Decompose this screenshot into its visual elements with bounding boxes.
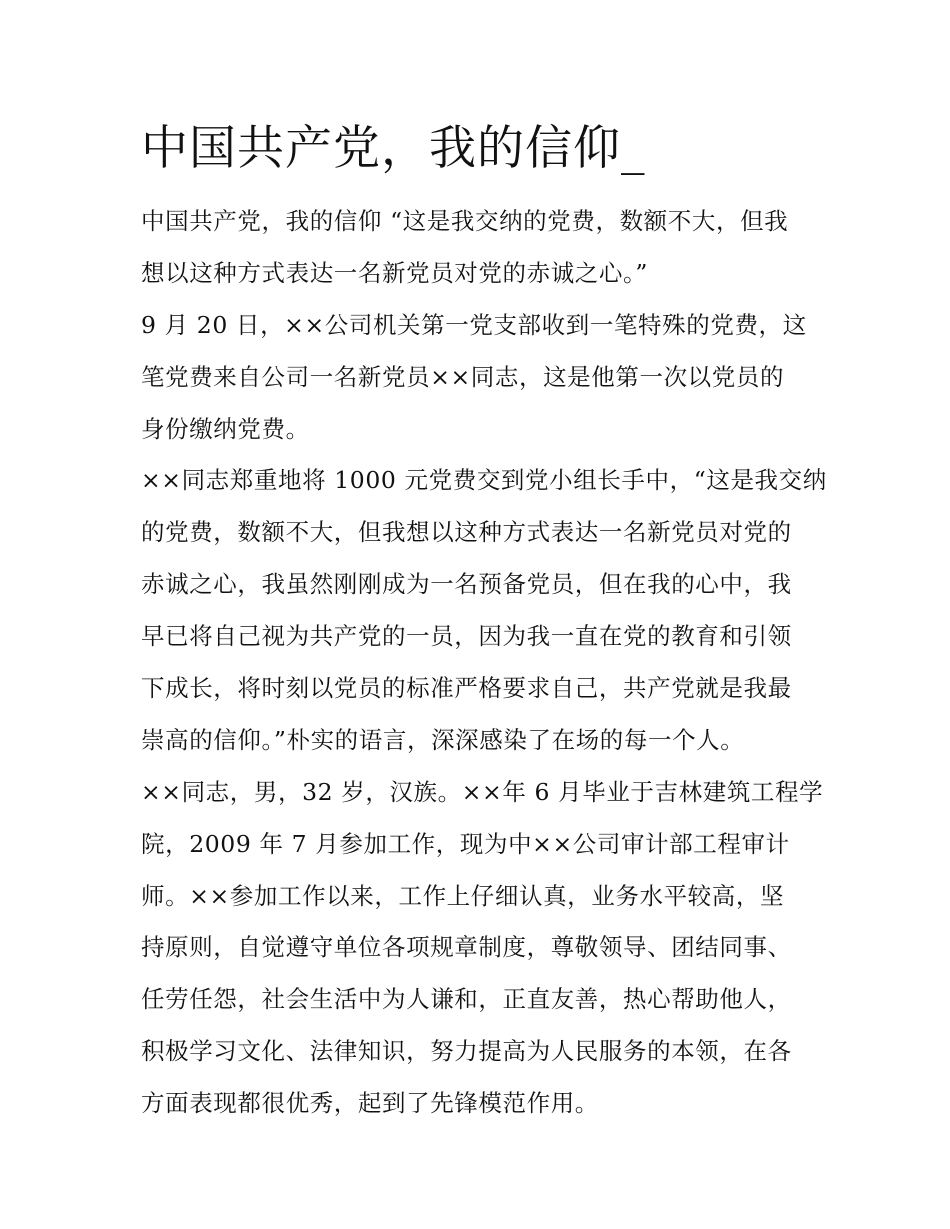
body-line: 早已将自己视为共产党的一员，因为我一直在党的教育和引领: [141, 622, 792, 651]
body-line: 崇高的信仰。”朴实的语言，深深感染了在场的每一个人。: [141, 725, 745, 754]
body-line: 的党费，数额不大，但我想以这种方式表达一名新党员对党的: [141, 518, 792, 547]
body-line: 师。××参加工作以来，工作上仔细认真，业务水平较高，坚: [141, 881, 785, 910]
body-line: 赤诚之心，我虽然刚刚成为一名预备党员，但在我的心中，我: [141, 570, 792, 599]
body-line: 任劳任怨，社会生活中为人谦和，正直友善，热心帮助他人，: [141, 985, 792, 1014]
document-title: 中国共产党，我的信仰_: [141, 121, 646, 176]
body-line: 笔党费来自公司一名新党员××同志，这是他第一次以党员的: [141, 362, 785, 391]
body-line: 中国共产党，我的信仰 “这是我交纳的党费，数额不大，但我: [141, 207, 789, 235]
body-line: 方面表现都很优秀，起到了先锋模范作用。: [141, 1089, 599, 1118]
document-body: [141, 196, 827, 1130]
body-line: 院，2009 年 7 月参加工作，现为中××公司审计部工程审计: [141, 829, 790, 858]
body-line: 9 月 20 日，××公司机关第一党支部收到一笔特殊的党费，这: [141, 310, 807, 339]
body-line: ××同志郑重地将 1000 元党费交到党小组长手中，“这是我交纳: [141, 466, 827, 495]
body-line: 想以这种方式表达一名新党员对党的赤诚之心。”: [141, 258, 648, 287]
body-line: ××同志，男，32 岁，汉族。××年 6 月毕业于吉林建筑工程学: [141, 777, 824, 806]
body-line: 持原则，自觉遵守单位各项规章制度，尊敬领导、团结同事、: [141, 933, 792, 962]
body-line: 下成长，将时刻以党员的标准严格要求自己，共产党就是我最: [141, 674, 792, 703]
body-line: 身份缴纳党费。: [141, 414, 310, 443]
body-line: 积极学习文化、法律知识，努力提高为人民服务的本领，在各: [141, 1037, 792, 1066]
